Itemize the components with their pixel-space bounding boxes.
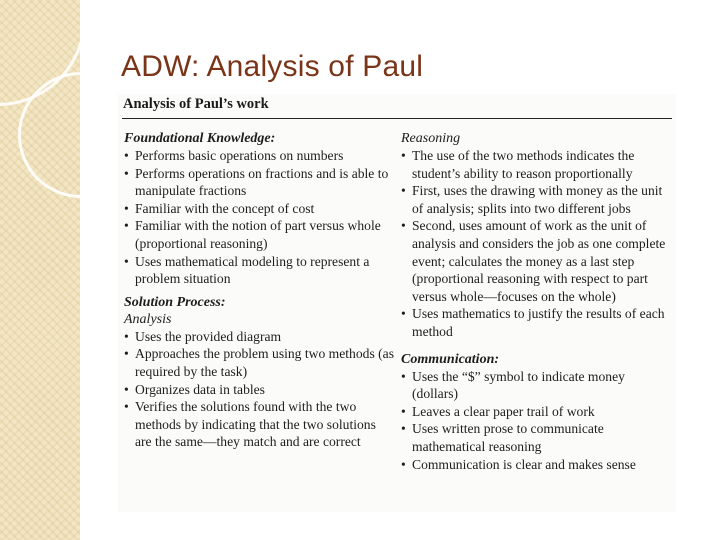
list-item: • Second, uses amount of work as the unit of analysis and considers the job as one complete event; calculates the money as a last step (proportional reasoning with respect to part versus whole—focuses on the whole): [401, 217, 671, 305]
left-column: [124, 130, 394, 457]
list-item: • Leaves a clear paper trail of work: [401, 403, 671, 421]
list-item: • Uses mathematics to justify the results of each method: [401, 305, 671, 340]
section-title-solution: Solution Process:: [124, 294, 226, 310]
list-item: • First, uses the drawing with money as the unit of analysis; splits into two different jobs: [401, 182, 671, 217]
list-item: • Organizes data in tables: [124, 381, 394, 399]
list-item: • Performs basic operations on numbers: [124, 147, 394, 165]
list-item: • Performs operations on fractions and is able to manipulate fractions: [124, 165, 394, 200]
subsection-title-analysis: Analysis: [124, 311, 172, 327]
list-item: • The use of the two methods indicates the student’s ability to reason proportionally: [401, 147, 671, 182]
list-item: • Familiar with the notion of part versus whole (proportional reasoning): [124, 217, 394, 252]
scanned-document: [118, 94, 676, 512]
slide-title: ADW: Analysis of Paul: [121, 50, 424, 83]
list-item: • Approaches the problem using two methods (as required by the task): [124, 345, 394, 380]
reasoning-list: [401, 147, 671, 341]
heading-rule: [122, 118, 672, 119]
list-item: • Uses written prose to communicate mathematical reasoning: [401, 420, 671, 455]
list-item: • Uses mathematical modeling to represent a problem situation: [124, 253, 394, 288]
list-item: • Uses the provided diagram: [124, 328, 394, 346]
solution-list: [124, 328, 394, 451]
document-heading: Analysis of Paul’s work: [123, 96, 269, 112]
section-title-communication: Communication:: [401, 351, 500, 367]
foundational-list: [124, 147, 394, 288]
communication-list: [401, 368, 671, 474]
section-title-reasoning: Reasoning: [401, 131, 461, 146]
list-item: • Verifies the solutions found with the two methods by indicating that the two solutions are the same—they match and are correct: [124, 398, 394, 451]
list-item: • Uses the “$” symbol to indicate money (dollars): [401, 368, 671, 403]
list-item: • Communication is clear and makes sense: [401, 456, 671, 474]
right-column: [401, 130, 671, 479]
list-item: • Familiar with the concept of cost: [124, 200, 394, 218]
section-title-foundational: Foundational Knowledge:: [124, 131, 276, 146]
